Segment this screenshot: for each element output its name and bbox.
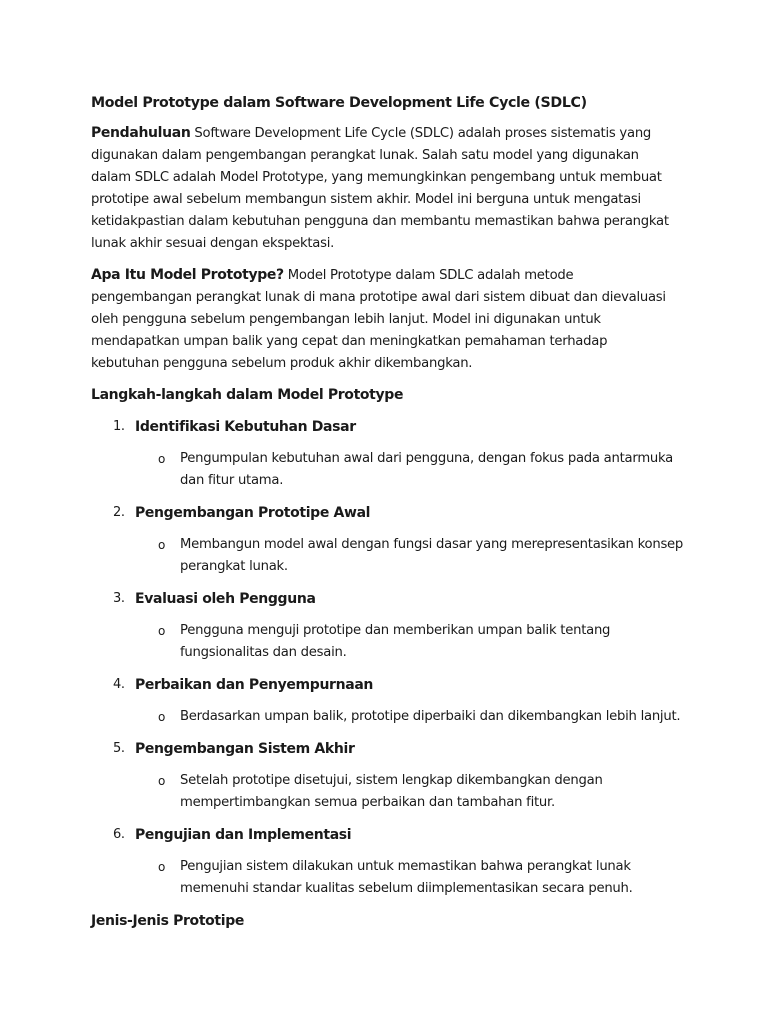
step-title: Pengembangan Prototipe Awal [135, 505, 371, 521]
intro-paragraph [91, 122, 677, 255]
bullet-circle-icon: o [158, 710, 166, 724]
step-heading [91, 588, 691, 610]
step-detail: Berdasarkan umpan balik, prototipe diperbaiki dan dikembangkan lebih lanjut. [180, 709, 681, 724]
what-is-text: Model Prototype dalam SDLC adalah metode pengembangan perangkat lunak di mana prototipe awal dari sistem dibuat dan dievaluasi oleh pengguna sebelum pengembangan lebih lanjut. Model ini digunakan untuk mendapatkan umpan balik yang cepat dan meningkatkan pemahaman terhadap kebutuhan pengguna sebelum produk akhir dikembangkan. [91, 268, 666, 371]
step-title: Pengujian dan Implementasi [135, 827, 352, 843]
step-number: 6. [113, 827, 125, 842]
step-number: 3. [113, 591, 125, 606]
step-bullet [91, 770, 691, 814]
step-item [91, 416, 691, 492]
intro-lead: Pendahuluan [91, 125, 191, 141]
types-heading: Jenis-Jenis Prototipe [91, 913, 245, 929]
step-title: Identifikasi Kebutuhan Dasar [135, 419, 356, 435]
step-number: 2. [113, 505, 125, 520]
intro-text: Software Development Life Cycle (SDLC) adalah proses sistematis yang digunakan dalam pengembangan perangkat lunak. Salah satu model yang digunakan dalam SDLC adalah Model Prototype, yang memungkinkan pengembang untuk membuat prototipe awal sebelum membangun sistem akhir. Model ini berguna untuk mengatasi ketidakpastian dalam kebutuhan pengguna dan membantu memastikan bahwa perangkat lunak akhir sesuai dengan ekspektasi. [91, 126, 669, 251]
step-detail: Pengumpulan kebutuhan awal dari pengguna, dengan fokus pada antarmuka dan fitur utama. [180, 451, 674, 488]
document-title: Model Prototype dalam Software Development Life Cycle (SDLC) [91, 95, 587, 111]
step-number: 5. [113, 741, 125, 756]
step-heading [91, 674, 691, 696]
step-heading [91, 824, 691, 846]
bullet-circle-icon: o [158, 452, 166, 466]
step-item [91, 674, 691, 728]
step-bullet [91, 706, 691, 728]
step-title: Evaluasi oleh Pengguna [135, 591, 316, 607]
step-item [91, 738, 691, 814]
steps-list [91, 416, 691, 900]
step-detail: Setelah prototipe disetujui, sistem lengkap dikembangkan dengan mempertimbangkan semua perbaikan dan tambahan fitur. [180, 773, 603, 810]
step-heading [91, 502, 691, 524]
bullet-circle-icon: o [158, 538, 166, 552]
step-title: Perbaikan dan Penyempurnaan [135, 677, 374, 693]
step-bullet [91, 856, 691, 900]
bullet-circle-icon: o [158, 624, 166, 638]
step-detail: Pengguna menguji prototipe dan memberikan umpan balik tentang fungsionalitas dan desain. [180, 623, 611, 660]
step-item [91, 502, 691, 578]
step-bullet [91, 448, 691, 492]
step-item [91, 824, 691, 900]
step-number: 1. [113, 419, 125, 434]
step-number: 4. [113, 677, 125, 692]
bullet-circle-icon: o [158, 860, 166, 874]
step-heading [91, 416, 691, 438]
bullet-circle-icon: o [158, 774, 166, 788]
step-bullet [91, 534, 691, 578]
step-title: Pengembangan Sistem Akhir [135, 741, 355, 757]
step-item [91, 588, 691, 664]
step-bullet [91, 620, 691, 664]
what-is-lead: Apa Itu Model Prototype? [91, 267, 284, 283]
document-page [91, 92, 691, 942]
steps-heading: Langkah-langkah dalam Model Prototype [91, 387, 404, 403]
step-detail: Membangun model awal dengan fungsi dasar yang merepresentasikan konsep perangkat lunak. [180, 537, 684, 574]
step-detail: Pengujian sistem dilakukan untuk memastikan bahwa perangkat lunak memenuhi standar kualitas sebelum diimplementasikan secara penuh. [180, 859, 633, 896]
what-is-paragraph [91, 264, 677, 375]
step-heading [91, 738, 691, 760]
